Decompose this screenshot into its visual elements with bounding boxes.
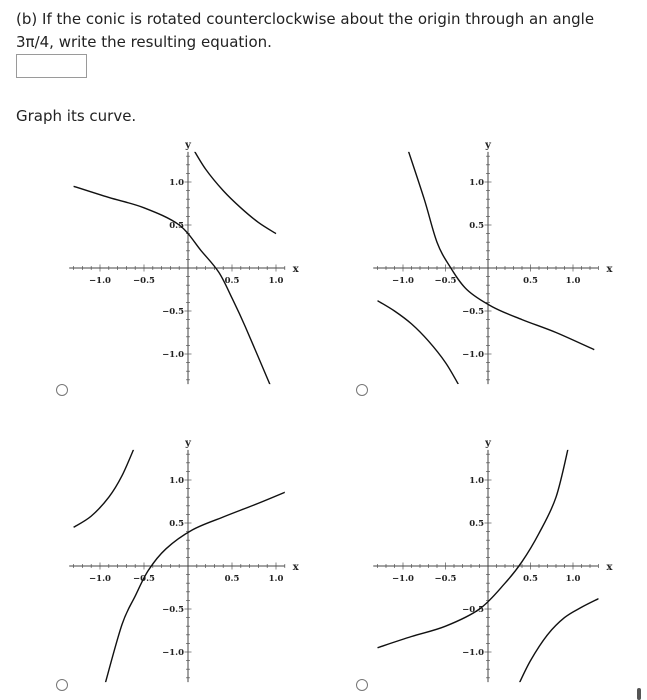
x-tick-label: −1.0 xyxy=(392,574,414,584)
y-tick-label: −1.0 xyxy=(462,648,484,658)
y-axis-label: y xyxy=(185,437,191,449)
x-axis-label: x xyxy=(606,264,613,275)
x-tick-label: 1.0 xyxy=(268,276,284,286)
radio-option-b[interactable] xyxy=(356,384,368,396)
question-line-2 xyxy=(16,31,594,54)
y-tick-label: 1.0 xyxy=(469,476,484,486)
y-tick-label: 1.0 xyxy=(169,476,184,486)
x-axis-label: x xyxy=(292,562,299,573)
x-tick-label: −1.0 xyxy=(89,574,111,584)
y-tick-label: −1.0 xyxy=(162,350,184,360)
y-axis-label: y xyxy=(485,437,491,449)
radio-option-d[interactable] xyxy=(356,679,368,691)
question-body: If the conic is rotated counterclockwise about the origin through an angle xyxy=(42,10,595,28)
radio-option-c[interactable] xyxy=(56,679,68,691)
graph-option-d xyxy=(360,426,635,688)
y-tick-label: 0.5 xyxy=(169,519,184,529)
x-tick-label: 1.0 xyxy=(268,574,284,584)
curve-branch-lower xyxy=(518,599,599,687)
y-tick-label: −0.5 xyxy=(162,307,184,317)
y-tick-label: −0.5 xyxy=(462,605,484,615)
x-tick-label: 0.5 xyxy=(523,276,538,286)
scrollbar-handle[interactable] xyxy=(637,688,641,700)
x-tick-label: −0.5 xyxy=(434,574,457,584)
y-tick-label: 1.0 xyxy=(169,178,184,188)
question-line-1 xyxy=(16,8,594,31)
x-tick-label: −0.5 xyxy=(434,276,457,286)
x-tick-label: −1.0 xyxy=(89,276,111,286)
graph-option-c xyxy=(60,426,335,688)
answer-input[interactable] xyxy=(16,54,87,78)
x-tick-label: −0.5 xyxy=(133,276,155,286)
x-tick-label: 1.0 xyxy=(565,276,581,286)
y-tick-label: −1.0 xyxy=(162,648,184,658)
curve-branch-crossing xyxy=(407,148,594,350)
y-tick-label: −0.5 xyxy=(162,605,184,615)
graph-option-a xyxy=(60,128,335,390)
y-tick-label: 0.5 xyxy=(469,519,484,529)
radio-option-a[interactable] xyxy=(56,384,68,396)
question-text xyxy=(16,8,594,54)
y-axis-label: y xyxy=(185,139,191,151)
rotation-angle: 3π/4 xyxy=(16,33,50,51)
x-tick-label: 1.0 xyxy=(565,574,581,584)
y-tick-label: 0.5 xyxy=(169,221,184,231)
x-tick-label: −0.5 xyxy=(133,574,155,584)
curve-branch-lower xyxy=(378,301,459,384)
x-tick-label: 0.5 xyxy=(224,574,240,584)
y-tick-label: −1.0 xyxy=(462,350,484,360)
y-tick-label: 1.0 xyxy=(469,178,484,188)
x-tick-label: 0.5 xyxy=(523,574,538,584)
part-label: (b) xyxy=(16,10,38,28)
x-axis-label: x xyxy=(606,562,613,573)
y-tick-label: 0.5 xyxy=(469,221,484,231)
x-axis-label: x xyxy=(292,264,299,275)
question-tail: , write the resulting equation. xyxy=(49,33,272,51)
x-tick-label: −1.0 xyxy=(392,276,414,286)
curve-branch-upper xyxy=(74,446,136,528)
x-tick-label: 0.5 xyxy=(224,276,240,286)
graph-prompt: Graph its curve. xyxy=(16,107,137,125)
graph-option-b xyxy=(360,128,635,390)
y-axis-label: y xyxy=(485,139,491,151)
curve-branch-crossing xyxy=(104,489,293,687)
curve-branch-upper xyxy=(192,148,276,234)
y-tick-label: −0.5 xyxy=(462,307,484,317)
